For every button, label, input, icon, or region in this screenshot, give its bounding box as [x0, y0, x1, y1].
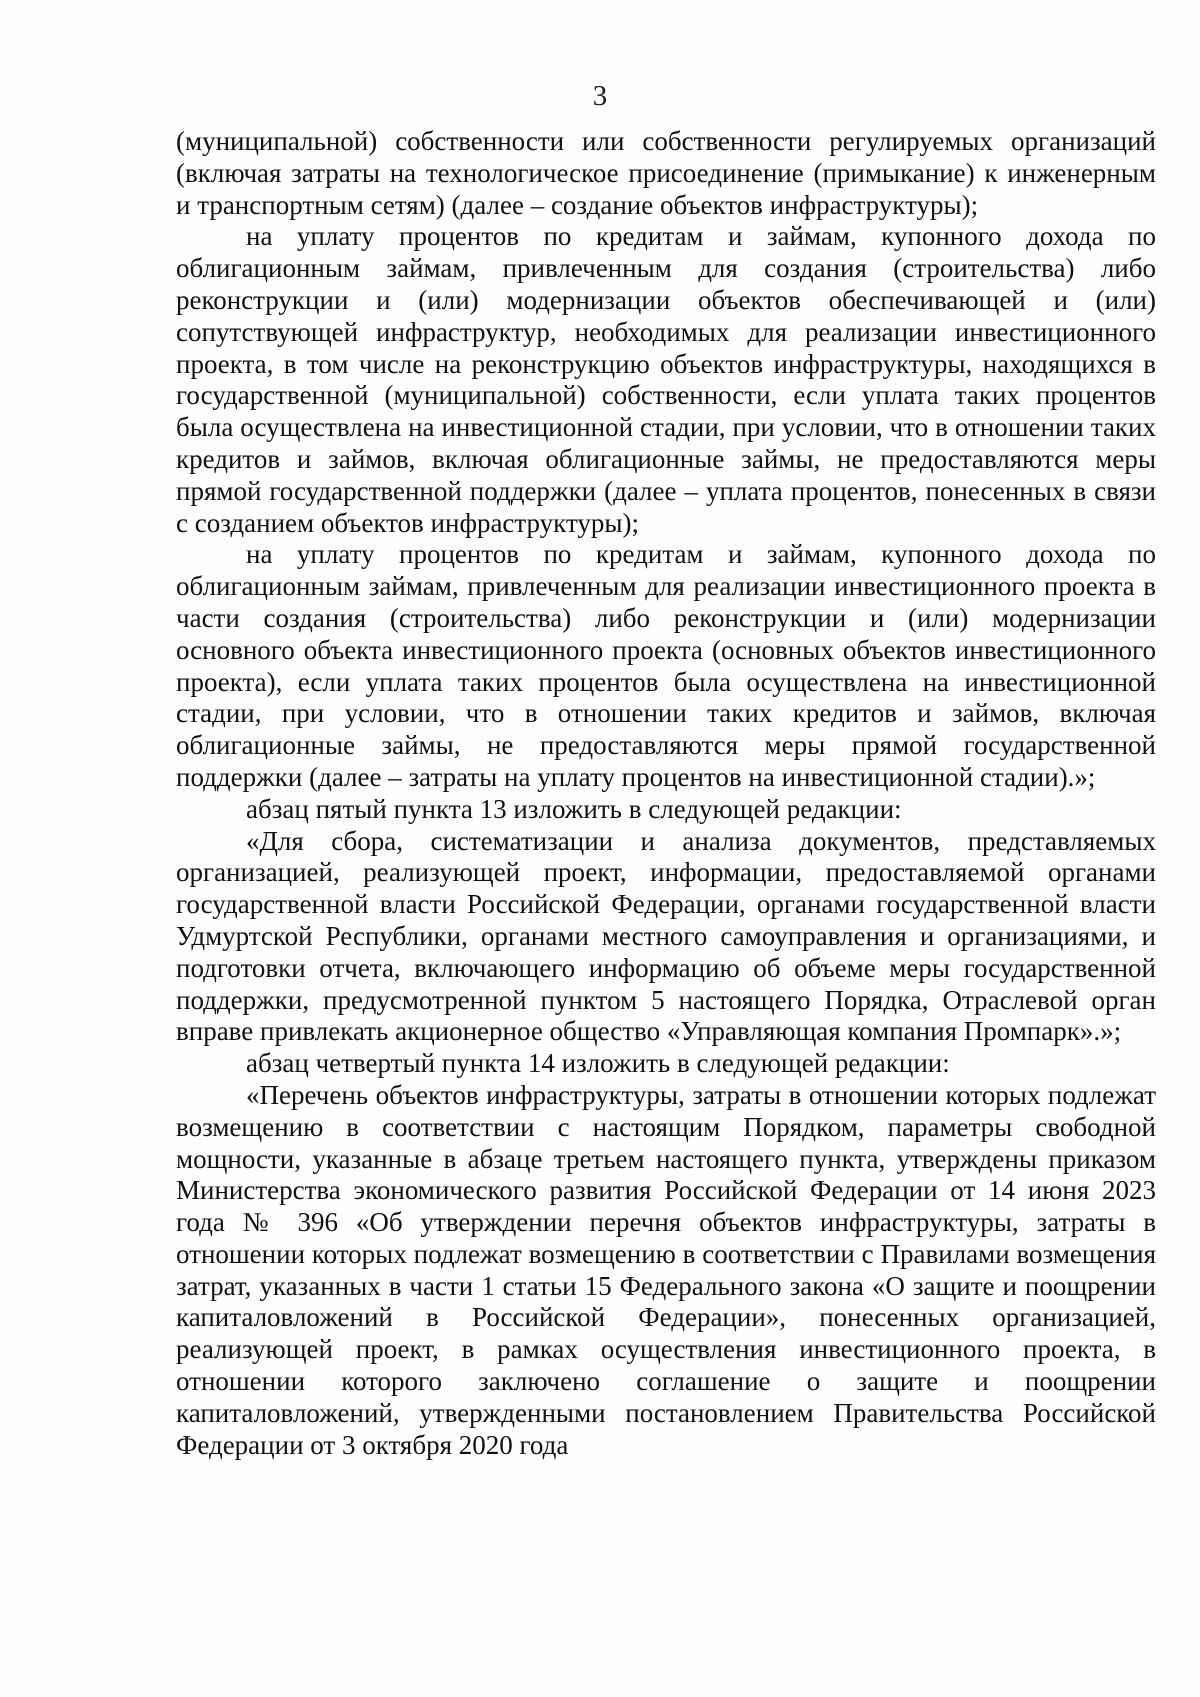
paragraph-interest-investment-stage: на уплату процентов по кредитам и займам, купонного дохода по облигационным займам, привлеченным для реализации инвестиционного проекта в части создания (строительства) либо реконструкции и (или) модернизации основного объекта инвестиционного проекта (основных объектов инвестиционного проекта), если уплата таких процентов была осуществлена на инвестиционной стадии, при условии, что в отношении таких кредитов и займов, включая облигационные займы, не предоставляются меры прямой государственной поддержки (далее – затраты на уплату процентов на инвестиционной стадии).»; [176, 539, 1156, 792]
paragraph-amendment-item-13: абзац пятый пункта 13 изложить в следующей редакции: [246, 793, 902, 824]
paragraph-item-13-text: «Для сбора, систематизации и анализа документов, представляемых организацией, реализующей проект, информации, предоставляемой органами государственной власти Российской Федерации, органами государственной власти Удмуртской Республики, органами местного самоуправления и организациями, и подготовки отчета, включающего информацию об объеме меры государственной поддержки, предусмотренной пунктом 5 настоящего Порядка, Отраслевой орган вправе привлекать акционерное общество «Управляющая компания Промпарк».»; [176, 825, 1156, 1047]
paragraph-amendment-item-14: абзац четвертый пункта 14 изложить в следующей редакции: [246, 1048, 950, 1079]
document-body [176, 126, 1156, 1461]
page-number: 3 [592, 80, 608, 112]
paragraph-item-14-text: «Перечень объектов инфраструктуры, затраты в отношении которых подлежат возмещению в соответствии с настоящим Порядком, параметры свободной мощности, указанные в абзаце третьем настоящего пункта, утверждены приказом Министерства экономического развития Российской Федерации от 14 июня 2023 года № 396 «Об утверждении перечня объектов инфраструктуры, затраты в отношении которых подлежат возмещению в соответствии с Правилами возмещения затрат, указанных в части 1 статьи 15 Федерального закона «О защите и поощрении капиталовложений в Российской Федерации», понесенных организацией, реализующей проект, в рамках осуществления инвестиционного проекта, в отношении которого заключено соглашение о защите и поощрении капиталовложений, утвержденными постановлением Правительства Российской Федерации от 3 октября 2020 года [176, 1079, 1156, 1460]
paragraph-continuation: (муниципальной) собственности или собственности регулируемых организаций (включая затраты на технологическое присоединение (примыкание) к инженерным и транспортным сетям) (далее – создание объектов инфраструктуры); [176, 126, 1156, 220]
paragraph-interest-infrastructure: на уплату процентов по кредитам и займам, купонного дохода по облигационным займам, привлеченным для создания (строительства) либо реконструкции и (или) модернизации объектов обеспечивающей и (или) сопутствующей инфраструктур, необходимых для реализации инвестиционного проекта, в том числе на реконструкцию объектов инфраструктуры, находящихся в государственной (муниципальной) собственности, если уплата таких процентов была осуществлена на инвестиционной стадии, при условии, что в отношении таких кредитов и займов, включая облигационные займы, не предоставляются меры прямой государственной поддержки (далее – уплата процентов, понесенных в связи с созданием объектов инфраструктуры); [176, 221, 1156, 538]
